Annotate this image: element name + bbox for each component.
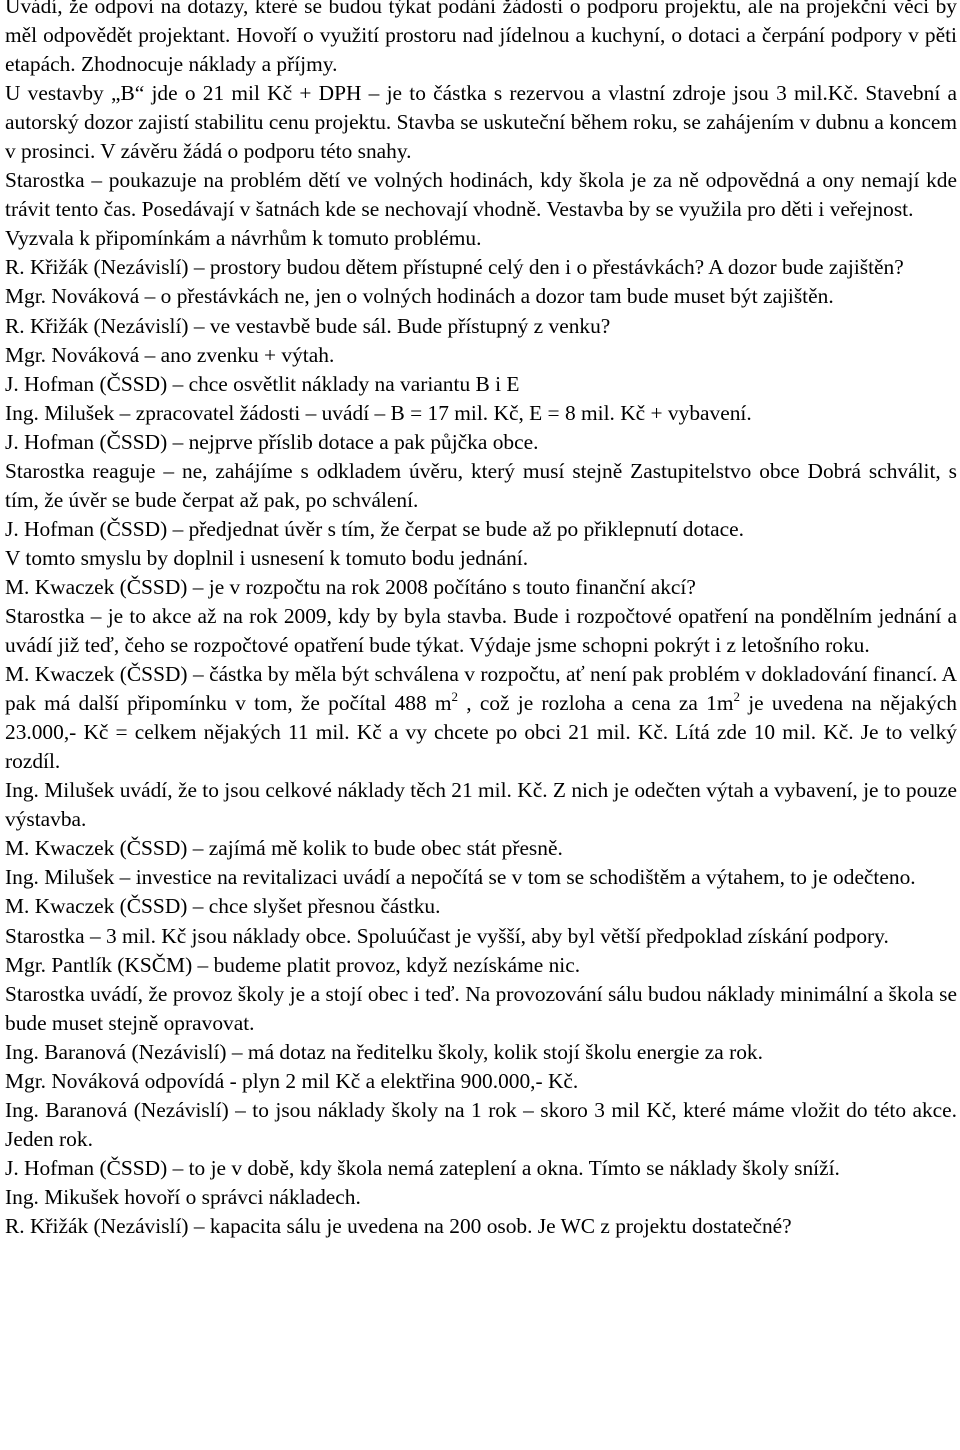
paragraph-kwaczek-1: M. Kwaczek (ČSSD) – je v rozpočtu na rok 2008 počítáno s touto finanční akcí? <box>5 574 696 599</box>
paragraph-mikusek: Ing. Mikušek hovoří o správci nákladech. <box>5 1184 361 1209</box>
paragraph-novakova-3: Mgr. Nováková odpovídá - plyn 2 mil Kč a elektřina 900.000,- Kč. <box>5 1068 579 1093</box>
paragraph-starostka-3mil: Starostka – 3 mil. Kč jsou náklady obce. Spoluúčast je vyšší, aby byl větší předpoklad získání podpory. <box>5 923 889 948</box>
paragraph-starostka-2009: Starostka – je to akce až na rok 2009, kdy by byla stavba. Bude i rozpočtové opatření na pondělním jednání a uvádí již teď, čeho se rozpočtové opatření bude týkat. Výdaje jsme schopni pokrýt i z letošního roku. <box>5 603 957 658</box>
paragraph-intro: Uvádí, že odpoví na dotazy, které se budou týkat podání žádosti o podporu projektu, ale na projekční věci by měl odpovědět projektant. Hovoří o využití prostoru nad jídelnou a kuchyní, o dotaci a čerpání podpory v pěti etapách. Zhodnocuje náklady a příjmy. <box>5 0 957 77</box>
paragraph-vyzva: Vyzvala k připomínkám a návrhům k tomuto problému. <box>5 226 482 251</box>
paragraph-baranova-2: Ing. Baranová (Nezávislí) – to jsou náklady školy na 1 rok – skoro 3 mil Kč, které máme vložit do této akce. Jeden rok. <box>5 1097 957 1151</box>
paragraph-vestavba-b: U vestavby „B“ jde o 21 mil Kč + DPH – je to částka s rezervou a vlastní zdroje jsou 3 mil.Kč. Stavební a autorský dozor zajistí stabilitu cenu projektu. Stavba se uskuteční během roku, se zahájením v dubnu a koncem v prosinci. V závěru žádá o podporu této snahy. <box>5 81 957 164</box>
paragraph-milusek-3: Ing. Milušek – investice na revitalizaci uvádí a nepočítá se v tom se schodištěm a výtahem, to je odečteno. <box>5 865 916 890</box>
kwaczek-2-text-c: je uvedena na nějakých 23.000,- Kč = celkem nějakých 11 mil. Kč a vy chcete po obci 21 mil. Kč. Lítá zde 10 mil. Kč. Je to velký rozdíl. <box>5 691 957 774</box>
paragraph-hofman-1: J. Hofman (ČSSD) – chce osvětlit náklady na variantu B i E <box>5 371 520 396</box>
paragraph-hofman-2: J. Hofman (ČSSD) – nejprve příslib dotace a pak půjčka obce. <box>5 429 539 454</box>
paragraph-kwaczek-4: M. Kwaczek (ČSSD) – chce slyšet přesnou částku. <box>5 894 441 919</box>
superscript-2-a: 2 <box>451 689 459 705</box>
paragraph-starostka-provoz: Starostka uvádí, že provoz školy je a stojí obec i teď. Na provozování sálu budou náklady minimální a škola se bude muset stejně opravovat. <box>5 981 957 1035</box>
paragraph-hofman-4: J. Hofman (ČSSD) – to je v době, kdy škola nemá zateplení a okna. Tímto se náklady školy sníží. <box>5 1155 840 1180</box>
kwaczek-2-text-a: M. Kwaczek (ČSSD) – částka by měla být schválena v rozpočtu, ať není pak problém v dokladování financí. A pak má další připomínku v tom, že počítal 488 m <box>5 662 957 716</box>
paragraph-kwaczek-3: M. Kwaczek (ČSSD) – zajímá mě kolik to bude obec stát přesně. <box>5 836 563 861</box>
paragraph-usneseni: V tomto smyslu by doplnil i usnesení k tomuto bodu jednání. <box>5 545 529 570</box>
paragraph-starostka-problem: Starostka – poukazuje na problém dětí ve volných hodinách, kdy škola je za ně odpovědná a ony nemají kde trávit tento čas. Posedávají v šatnách kde se nechovají vhodně. Vestavba by se využila pro děti i veřejnost. <box>5 168 957 222</box>
paragraph-novakova-2: Mgr. Nováková – ano zvenku + výtah. <box>5 342 335 367</box>
paragraph-kwaczek-2 <box>5 660 957 776</box>
paragraph-starostka-uver: Starostka reaguje – ne, zahájíme s odkladem úvěru, který musí stejně Zastupitelstvo obce Dobrá schválit, s tím, že úvěr se bude čerpat až pak, po schválení. <box>5 458 957 512</box>
paragraph-milusek-1: Ing. Milušek – zpracovatel žádosti – uvádí – B = 17 mil. Kč, E = 8 mil. Kč + vybavení. <box>5 400 752 425</box>
document-body <box>5 0 957 1241</box>
superscript-2-b: 2 <box>733 689 740 705</box>
paragraph-milusek-2: Ing. Milušek uvádí, že to jsou celkové náklady těch 21 mil. Kč. Z nich je odečten výtah a vybavení, je to pouze výstavba. <box>5 778 957 832</box>
paragraph-novakova-1: Mgr. Nováková – o přestávkách ne, jen o volných hodinách a dozor tam bude muset být zajištěn. <box>5 284 834 309</box>
paragraph-krizak-1: R. Křižák (Nezávislí) – prostory budou dětem přístupné celý den i o přestávkách? A dozor bude zajištěn? <box>5 255 904 280</box>
paragraph-krizak-2: R. Křižák (Nezávislí) – ve vestavbě bude sál. Bude přístupný z venku? <box>5 313 611 338</box>
paragraph-krizak-3: R. Křižák (Nezávislí) – kapacita sálu je uvedena na 200 osob. Je WC z projektu dostatečné? <box>5 1213 792 1238</box>
paragraph-pantlik: Mgr. Pantlík (KSČM) – budeme platit provoz, když nezískáme nic. <box>5 952 581 977</box>
paragraph-baranova-1: Ing. Baranová (Nezávislí) – má dotaz na ředitelku školy, kolik stojí školu energie za rok. <box>5 1039 763 1064</box>
paragraph-hofman-3: J. Hofman (ČSSD) – předjednat úvěr s tím, že čerpat se bude až po přiklepnutí dotace. <box>5 516 744 541</box>
kwaczek-2-text-b: , což je rozloha a cena za 1m <box>458 691 734 716</box>
